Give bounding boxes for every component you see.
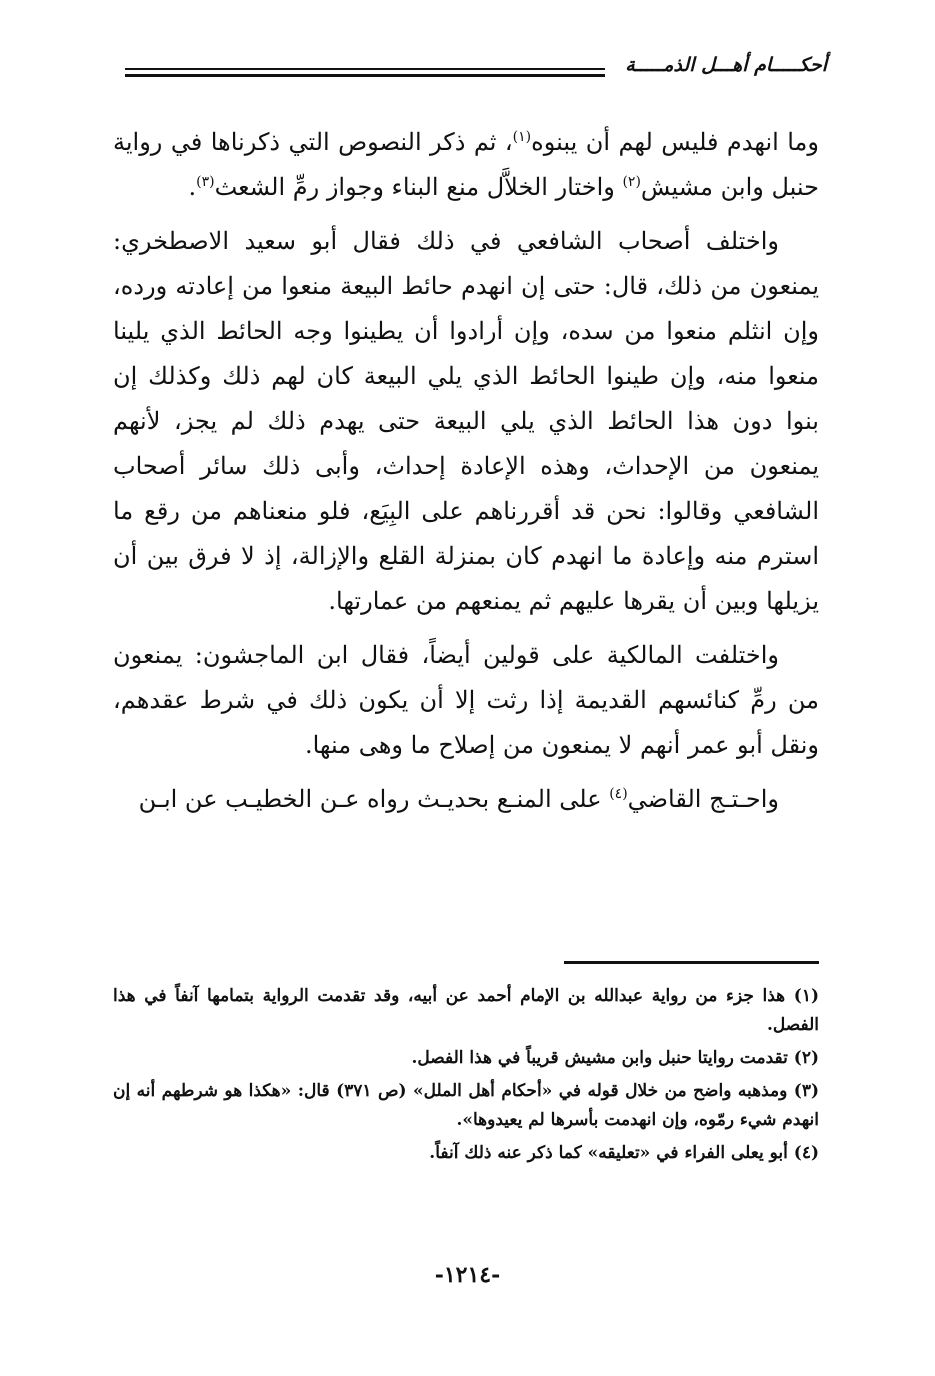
footnote-ref-3[interactable]: (٣) xyxy=(196,174,215,190)
footnote-separator xyxy=(564,961,819,964)
text-run: واختار الخلاَّل منع البناء وجواز رمِّ الشعث xyxy=(214,173,623,201)
text-run: ، ثم ذكر النصوص التي ذكرناها في رواية حنبل وابن مشيش xyxy=(113,128,819,201)
footnote-2: (٢) تقدمت روايتا حنبل وابن مشيش قريباً في هذا الفصل. xyxy=(411,1048,819,1068)
footnote-ref-4[interactable]: (٤) xyxy=(609,786,628,802)
header-rule-thin xyxy=(125,68,605,70)
header-rule-thick xyxy=(125,74,605,77)
footnote-3: (٣) ومذهبه واضح من خلال قوله في «أحكام أهل الملل» (ص ٣٧١) قال: «هكذا هو شرطهم أنه إن انهدم شيء رمّوه، وإن انهدمت بأسرها لم يعيدوها». xyxy=(113,1081,819,1130)
page-number: -١٢١٤- xyxy=(434,1262,501,1288)
text-run: وما انهدم فليس لهم أن يبنوه xyxy=(531,128,819,156)
footnote-ref-1[interactable]: (١) xyxy=(512,129,532,145)
running-header xyxy=(115,50,835,90)
running-title: أحكـــــام أهـــل الذمـــــة xyxy=(615,50,827,80)
main-text xyxy=(113,120,819,831)
paragraph-3: واختلفت المالكية على قولين أيضاً، فقال ابن الماجشون: يمنعون من رمِّ كنائسهم القديمة إذا رثت إلا أن يكون ذلك في شرط عقدهم، ونقل أبو عمر أنهم لا يمنعون من إصلاح ما وهى منها. xyxy=(113,641,819,759)
text-run: . xyxy=(188,173,197,201)
footnote-4: (٤) أبو يعلى الفراء في «تعليقه» كما ذكر عنه ذلك آنفاً. xyxy=(429,1143,819,1163)
text-run: واحـتـج القاضي xyxy=(627,785,779,813)
footnotes xyxy=(113,982,819,1172)
paragraph-2: واختلف أصحاب الشافعي في ذلك فقال أبو سعيد الاصطخري: يمنعون من ذلك، قال: حتى إن انهدم حائط البيعة منعوا من إعادته ورده، وإن انثلم منعوا من سده، وإن أرادوا أن يطينوا وجه الحائط الذي يلينا منعوا منه، وإن طينوا الحائط الذي يلي البيعة كان لهم ذلك وكذلك إن بنوا دون هذا الحائط الذي يلي البيعة حتى يهدم ذلك لم يجز، لأنهم يمنعون من الإحداث، وهذه الإعادة إحداث، وأبى ذلك سائر أصحاب الشافعي وقالوا: نحن قد أقررناهم على البِيَع، فلو منعناهم من رقع ما استرم منه وإعادة ما انهدم كان بمنزلة القلع والإزالة، إذ لا فرق بين أن يزيلها وبين أن يقرها عليهم ثم يمنعهم من عمارتها. xyxy=(113,227,819,615)
footnote-ref-2[interactable]: (٢) xyxy=(622,174,641,190)
footnote-1: (١) هذا جزء من رواية عبدالله بن الإمام أحمد عن أبيه، وقد تقدمت الرواية بتمامها آنفاً في هذا الفصل. xyxy=(113,986,819,1035)
paragraph-1 xyxy=(113,120,819,210)
paragraph-4 xyxy=(113,777,819,822)
text-run: على المنـع بحديـث رواه عـن الخطيـب عن ابـن xyxy=(138,785,610,813)
